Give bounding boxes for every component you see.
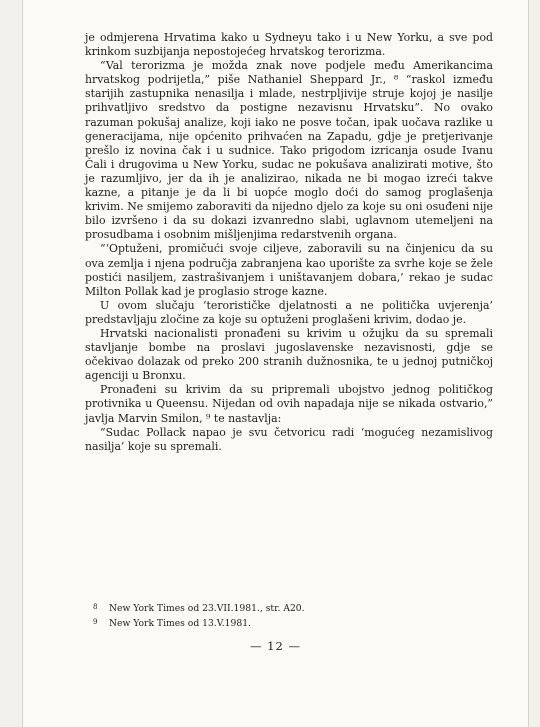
- footnotes: [93, 601, 473, 631]
- body-text: [85, 31, 493, 454]
- paragraph: je odmjerena Hrvatima kako u Sydneyu tako i u New Yorku, a sve pod krinkom suzbijanja nepostojećeg hrvatskog terorizma.: [85, 31, 493, 59]
- footnote: [93, 601, 473, 616]
- footnote-text: New York Times od 13.V.1981.: [109, 617, 251, 629]
- footnote-mark: 9: [93, 617, 98, 626]
- footnote-mark: 8: [93, 603, 98, 611]
- footnote-text: New York Times od 23.VII.1981., str. A20.: [109, 603, 305, 614]
- paragraph: Pronađeni su krivim da su pripremali ubojstvo jednog političkog protivnika u Queensu. Nijedan od ovih napadaja nije se nikada ostvario,” javlja Marvin Smilon, ⁹ te nastavlja:: [85, 383, 493, 425]
- paragraph: “‘Optuženi, promičući svoje ciljeve, zaboravili su na činjenicu da su ova zemlja i njena područja zabranjena kao uporište za svrhe koje se žele postići nasiljem, zastrašivanjem i uništavanjem dobara,’ rekao je sudac Milton Pollak kad je proglasio stroge kazne.: [85, 242, 493, 298]
- paragraph: U ovom slučaju ‘terorističke djelatnosti a ne politička uvjerenja’ predstavljaju zločine za koje su optuženi proglašeni krivim, dodao je.: [85, 298, 493, 326]
- paragraph: Hrvatski nacionalisti pronađeni su krivim u ožujku da su spremali stavljanje bombe na proslavi jugoslavenske nezavisnosti, gdje se očekivao dolazak od preko 200 stranih dužnosnika, te u jednoj putničkoj agenciji u Bronxu.: [85, 326, 493, 383]
- footnote: [93, 616, 473, 631]
- document-page: [22, 0, 529, 727]
- page-number: — 12 —: [250, 639, 301, 653]
- paragraph: “Val terorizma je možda znak nove podjele među Amerikancima hrvatskog podrijetla,” piše Nathaniel Sheppard Jr., ⁸ “raskol između starijih zastupnika nenasilja i mlade, nestrpljivije struje kojoj je nasilje prihvatljivo sredstvo da postigne nezavisnu Hrvatsku”. No ovako razuman pokušaj analize, koji iako ne posve točan, ipak uočava razlike u generacijama, nije općenito prihvaćen na Zapadu, gdje je pretjerivanje prešlo iz novina čak i u sudnice. Tako prigodom izricanja osude Ivanu Čali i drugovima u New Yorku, sudac ne pokušava analizirati motive, što je razumljivo, jer da ih je analizirao, nikada ne bi mogao izreći takve kazne, a pitanje je da li bi uopće moglo doći do samog proglašenja krivim. Ne smijemo zaboraviti da nijedno djelo za koje su oni osuđeni nije bilo izvršeno i da su dokazi izvanredno slabi, uglavnom utemeljeni na prosudbama i osobnim mišljenjima redarstvenih organa.: [85, 59, 493, 242]
- paragraph: “Sudac Pollack napao je svu četvoricu radi ‘mogućeg nezamislivog nasilja’ koje su spremali.: [85, 425, 493, 453]
